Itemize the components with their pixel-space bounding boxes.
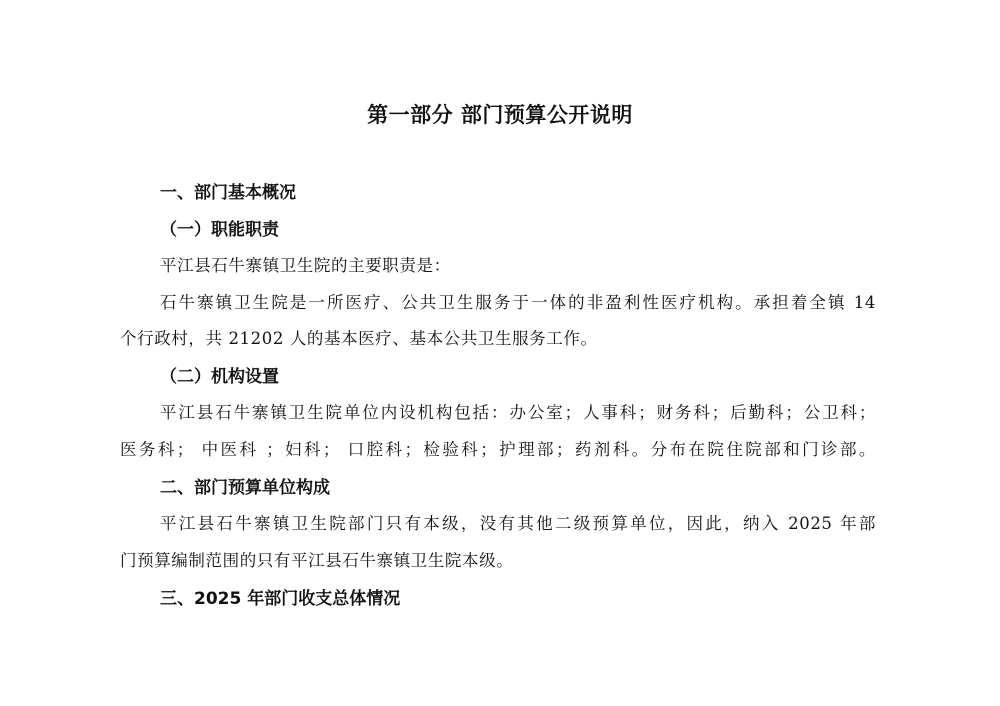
paragraph-duties-intro: 平江县石牛寨镇卫生院的主要职责是：: [160, 256, 451, 275]
paragraph-budget-units-line1: 平江县石牛寨镇卫生院部门只有本级，没有其他二级预算单位，因此，纳入 2025 年部: [160, 514, 876, 533]
section-heading-revenue-expenditure: 三、2025 年部门收支总体情况: [160, 589, 401, 609]
paragraph-structure-line2: 医务科； 中医科 ；妇科； 口腔科；检验科；护理部；药剂科。分布在院住院部和门诊部。: [120, 440, 876, 459]
paragraph-structure-line1: 平江县石牛寨镇卫生院单位内设机构包括：办公室；人事科；财务科；后勤科；公卫科；: [160, 403, 876, 422]
paragraph-duties-line2: 个行政村，共 21202 人的基本医疗、基本公共卫生服务工作。: [120, 329, 598, 348]
section-heading-budget-units: 二、部门预算单位构成: [160, 478, 330, 498]
document-title: 第一部分 部门预算公开说明: [367, 103, 633, 127]
section-heading-overview: 一、部门基本概况: [160, 183, 296, 203]
paragraph-budget-units-line2: 门预算编制范围的只有平江县石牛寨镇卫生院本级。: [120, 551, 514, 570]
paragraph-duties-line1: 石牛寨镇卫生院是一所医疗、公共卫生服务于一体的非盈利性医疗机构。承担着全镇 14: [160, 293, 876, 312]
subsection-heading-structure: （二）机构设置: [160, 367, 279, 387]
subsection-heading-duties: （一）职能职责: [160, 220, 279, 240]
